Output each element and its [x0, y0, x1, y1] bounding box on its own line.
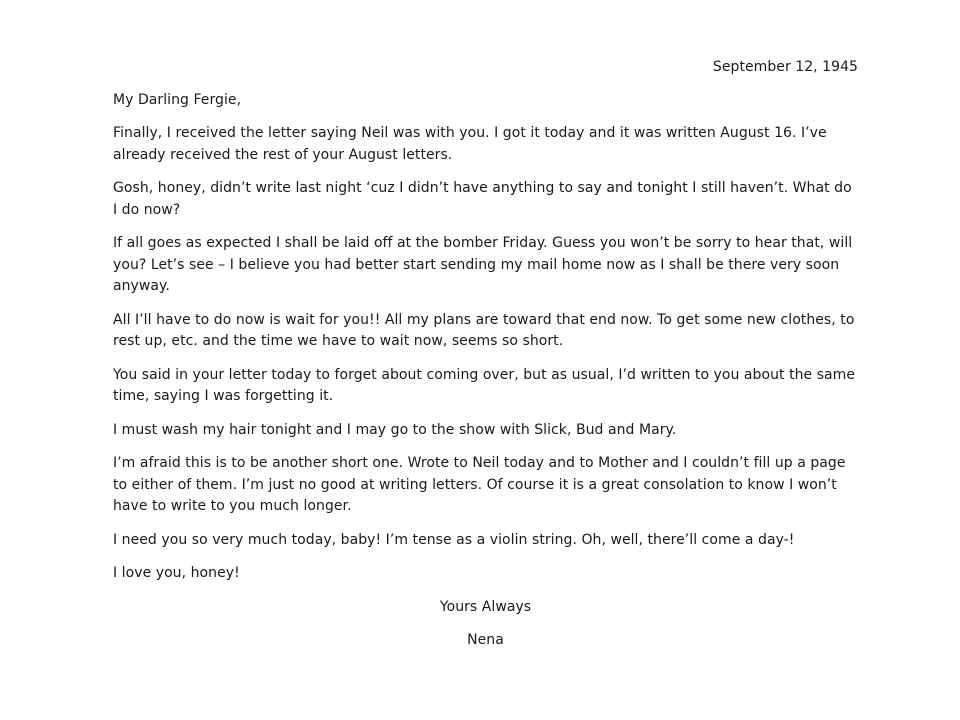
letter-paragraph: I love you, honey! — [113, 565, 240, 581]
letter-salutation: My Darling Fergie, — [113, 91, 242, 108]
letter-paragraph: I need you so very much today, baby! I’m tense as a violin string. Oh, well, there’ll come a day-! — [113, 531, 795, 548]
letter-paragraph: I must wash my hair tonight and I may go to the show with Slick, Bud and Mary. — [113, 421, 677, 438]
letter-paragraph: Gosh, honey, didn’t write last night ‘cuz I didn’t have anything to say and tonight I still haven’t. What do I do now? — [113, 180, 852, 218]
letter-body — [113, 57, 858, 652]
letter-paragraph: Finally, I received the letter saying Neil was with you. I got it today and it was written August 16. I’ve already received the rest of your August letters. — [113, 125, 827, 163]
letter-paragraph: I’m afraid this is to be another short one. Wrote to Neil today and to Mother and I couldn’t fill up a page to either of them. I’m just no good at writing letters. Of course it is a great consolation to know I won’t have to write to you much longer. — [113, 455, 846, 514]
letter-closing: Yours Always — [439, 598, 532, 615]
letter-date: September 12, 1945 — [712, 59, 858, 75]
letter-paragraph: All I’ll have to do now is wait for you!! All my plans are toward that end now. To get some new clothes, to rest up, etc. and the time we have to wait now, seems so short. — [113, 311, 855, 349]
letter-paragraph: If all goes as expected I shall be laid off at the bomber Friday. Guess you won’t be sorry to hear that, will you? Let’s see – I believe you had better start sending my mail home now as I shall be there very soon anyway. — [113, 235, 853, 294]
letter-signature: Nena — [467, 632, 504, 648]
letter-paragraph: You said in your letter today to forget about coming over, but as usual, I’d written to you about the same time, saying I was forgetting it. — [113, 366, 856, 404]
